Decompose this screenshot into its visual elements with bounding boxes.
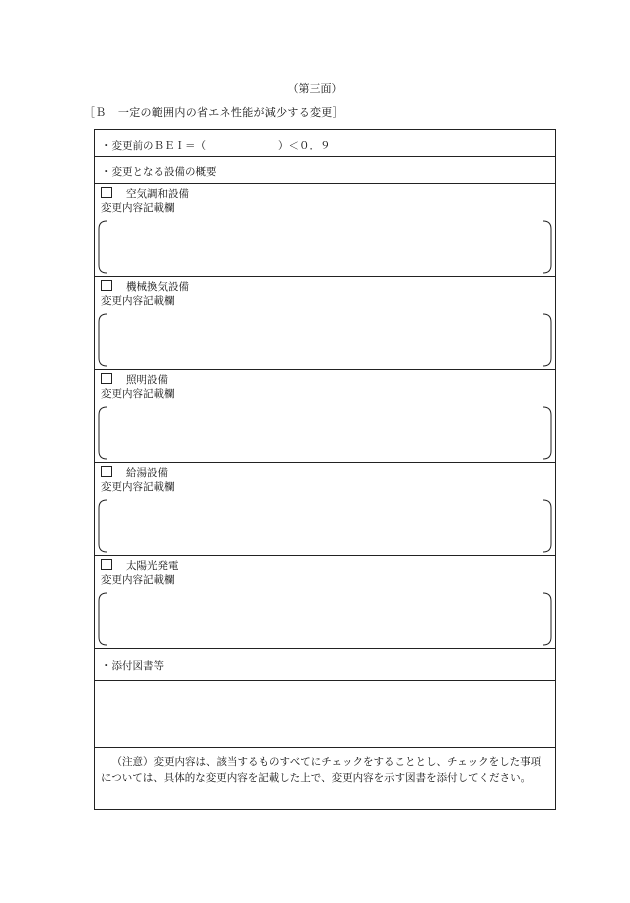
note-text: （注意）変更内容は、該当するものすべてにチェックをすることとし、チェックをした事項については、具体的な変更内容を記載した上で、変更内容を示す図書を添付してください。 (101, 756, 542, 784)
checkbox-air-conditioning[interactable] (101, 187, 112, 198)
change-field-label: 変更内容記載欄 (101, 388, 175, 400)
section-title: ［Ｂ 一定の範囲内の省エネ性能が減少する変更］ (84, 106, 344, 119)
change-field-label: 変更内容記載欄 (101, 202, 175, 214)
equipment-row-air-conditioning (95, 184, 555, 277)
left-bracket-icon (98, 220, 108, 274)
bei-row (95, 130, 555, 157)
checkbox-solar[interactable] (101, 559, 112, 570)
right-bracket-icon (542, 406, 552, 460)
form-table (94, 129, 556, 810)
checkbox-lighting[interactable] (101, 373, 112, 384)
equipment-name: 機械換気設備 (126, 281, 189, 293)
equipment-name: 給湯設備 (126, 467, 168, 479)
right-bracket-icon (542, 313, 552, 367)
bei-label: ・変更前のＢＥＩ＝（ (101, 140, 206, 152)
left-bracket-icon (98, 406, 108, 460)
change-content-field[interactable] (98, 499, 552, 553)
change-content-field[interactable] (98, 220, 552, 274)
attachments-label: ・添付図書等 (95, 649, 555, 681)
page-heading: （第三面） (287, 82, 343, 95)
equipment-name: 太陽光発電 (126, 560, 179, 572)
equipment-row-hot-water (95, 463, 555, 556)
attachments-field[interactable] (95, 681, 555, 748)
left-bracket-icon (98, 592, 108, 646)
equipment-row-solar (95, 556, 555, 649)
checkbox-ventilation[interactable] (101, 280, 112, 291)
equipment-name: 空気調和設備 (126, 188, 189, 200)
change-content-field[interactable] (98, 313, 552, 367)
equipment-summary-label: ・変更となる設備の概要 (95, 157, 555, 184)
equipment-name: 照明設備 (126, 374, 168, 386)
change-content-field[interactable] (98, 406, 552, 460)
left-bracket-icon (98, 499, 108, 553)
equipment-row-lighting (95, 370, 555, 463)
change-field-label: 変更内容記載欄 (101, 295, 175, 307)
change-content-field[interactable] (98, 592, 552, 646)
change-field-label: 変更内容記載欄 (101, 481, 175, 493)
checkbox-hot-water[interactable] (101, 466, 112, 477)
right-bracket-icon (542, 499, 552, 553)
bei-threshold: ）＜０．９ (278, 140, 331, 152)
right-bracket-icon (542, 592, 552, 646)
left-bracket-icon (98, 313, 108, 367)
change-field-label: 変更内容記載欄 (101, 574, 175, 586)
right-bracket-icon (542, 220, 552, 274)
equipment-row-ventilation (95, 277, 555, 370)
